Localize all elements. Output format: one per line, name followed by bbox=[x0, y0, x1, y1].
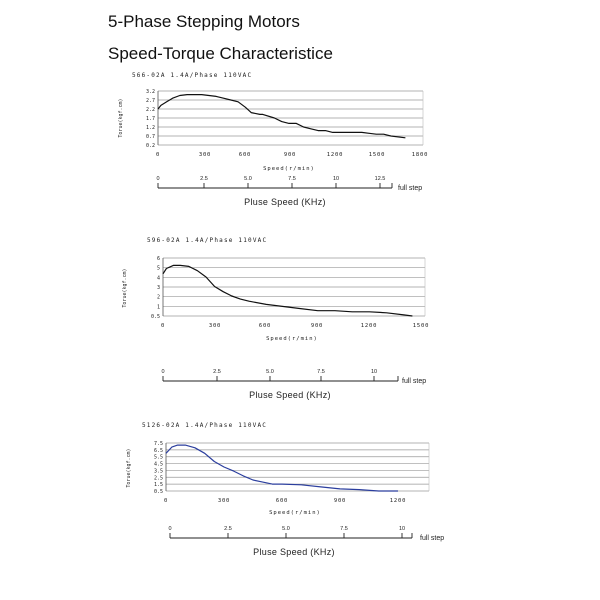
chart1-x-tick-label: 1800 bbox=[411, 152, 429, 158]
chart2-pulse-tick-label: 7.5 bbox=[317, 369, 325, 375]
chart1-pulse-label: Pluse Speed (KHz) bbox=[244, 197, 326, 207]
chart3-y-tick-label: 2.5 bbox=[153, 475, 163, 482]
chart1-pulse-tick-label: 12.5 bbox=[374, 176, 386, 182]
chart1-y-tick-label: 1.7 bbox=[145, 116, 155, 122]
chart1-pulse-tick-label: 2.5 bbox=[200, 176, 208, 182]
chart3-y-tick-label: 5.5 bbox=[153, 454, 163, 461]
chart2-pulse-label: Pluse Speed (KHz) bbox=[249, 390, 331, 400]
chart3-y-tick-label: 6.5 bbox=[153, 447, 163, 454]
chart1-y-tick-label: 2.2 bbox=[145, 107, 155, 113]
chart1-x-tick-label: 1500 bbox=[368, 152, 386, 158]
chart2-title: 596-02A 1.4A/Phase 110VAC bbox=[147, 237, 268, 244]
chart1-x-tick-label: 300 bbox=[198, 152, 212, 158]
chart2-y-tick-label: 1 bbox=[156, 304, 160, 311]
chart2-pulse-tick-label: 5.0 bbox=[266, 369, 274, 375]
chart1-x-tick-label: 900 bbox=[283, 152, 297, 158]
chart2-x-tick-label: 300 bbox=[208, 323, 222, 329]
chart2-torque-curve bbox=[163, 265, 412, 316]
chart3-pulse-unit: full step bbox=[420, 535, 445, 542]
chart1-y-tick-label: 3.2 bbox=[145, 89, 155, 95]
chart3-y-tick-label: 1.5 bbox=[153, 482, 163, 489]
page-subtitle: Speed-Torque Characteristice bbox=[108, 44, 333, 63]
chart3-x-tick-label: 0 bbox=[163, 498, 169, 504]
chart1-pulse-tick-label: 5.0 bbox=[244, 176, 252, 182]
chart1-title: 566-02A 1.4A/Phase 110VAC bbox=[132, 72, 253, 79]
chart3-x-label: Speed(r/min) bbox=[269, 510, 321, 516]
chart1-y-tick-label: 0.2 bbox=[145, 143, 155, 149]
chart3-pulse-tick-label: 0 bbox=[168, 526, 172, 532]
chart2-x-tick-label: 0 bbox=[160, 323, 166, 329]
chart3-x-tick-label: 600 bbox=[275, 498, 289, 504]
chart2-y-tick-label: 6 bbox=[156, 256, 160, 262]
chart1-y-tick-label: 0.7 bbox=[145, 134, 155, 140]
chart1-y-tick-label: 2.7 bbox=[145, 98, 155, 104]
chart3-y-tick-label: 3.5 bbox=[153, 468, 163, 475]
chart3-x-tick-label: 900 bbox=[333, 498, 347, 504]
chart2-x-tick-label: 600 bbox=[258, 323, 272, 329]
chart3-x-tick-label: 300 bbox=[217, 498, 231, 504]
chart1-x-tick-label: 1200 bbox=[326, 152, 344, 158]
chart3-pulse-tick-label: 2.5 bbox=[224, 526, 232, 532]
chart2-y-tick-label: 0.5 bbox=[150, 314, 160, 320]
chart3-pulse-tick-label: 5.0 bbox=[282, 526, 290, 532]
chart2-pulse-tick-label: 2.5 bbox=[213, 369, 221, 375]
chart3-pulse-label: Pluse Speed (KHz) bbox=[253, 547, 335, 557]
chart2-pulse-unit: full step bbox=[402, 378, 427, 385]
chart2-pulse-tick-label: 10 bbox=[370, 369, 378, 375]
chart1-pulse-unit: full step bbox=[398, 185, 423, 192]
chart3-y-tick-label: 4.5 bbox=[153, 461, 163, 468]
page-title: 5-Phase Stepping Motors bbox=[108, 12, 300, 31]
chart2-x-tick-label: 900 bbox=[310, 323, 324, 329]
chart2-y-tick-label: 5 bbox=[156, 265, 160, 272]
chart3-y-tick-label: 7.5 bbox=[153, 441, 163, 447]
chart3-y-tick-label: 0.5 bbox=[153, 489, 163, 495]
chart2-x-label: Speed(r/min) bbox=[266, 336, 318, 342]
chart1-pulse-tick-label: 10 bbox=[332, 176, 340, 182]
chart1-y-label: Torue(kgf.cm) bbox=[118, 98, 124, 138]
chart1-torque-curve bbox=[158, 95, 405, 138]
chart2-pulse-tick-label: 0 bbox=[161, 369, 165, 375]
chart2-y-tick-label: 4 bbox=[156, 275, 160, 282]
chart2-y-tick-label: 2 bbox=[156, 294, 160, 301]
chart1-pulse-tick-label: 0 bbox=[156, 176, 160, 182]
chart3-y-label: Torue(kgf.cm) bbox=[126, 448, 132, 488]
chart1-x-tick-label: 0 bbox=[155, 152, 161, 158]
chart3-title: 5126-02A 1.4A/Phase 110VAC bbox=[142, 422, 268, 429]
chart2-y-tick-label: 3 bbox=[156, 285, 160, 291]
chart1-y-tick-label: 1.2 bbox=[145, 125, 155, 131]
chart3-pulse-tick-label: 10 bbox=[398, 526, 406, 532]
chart2-x-tick-label: 1500 bbox=[412, 323, 430, 329]
chart1-pulse-tick-label: 7.5 bbox=[288, 176, 296, 182]
chart3-x-tick-label: 1200 bbox=[389, 498, 407, 504]
chart1-x-tick-label: 600 bbox=[238, 152, 252, 158]
chart1-x-label: Speed(r/min) bbox=[263, 166, 315, 172]
chart2-y-label: Torue(kgf.cm) bbox=[122, 268, 128, 308]
chart3-pulse-tick-label: 7.5 bbox=[340, 526, 348, 532]
chart2-x-tick-label: 1200 bbox=[360, 323, 378, 329]
